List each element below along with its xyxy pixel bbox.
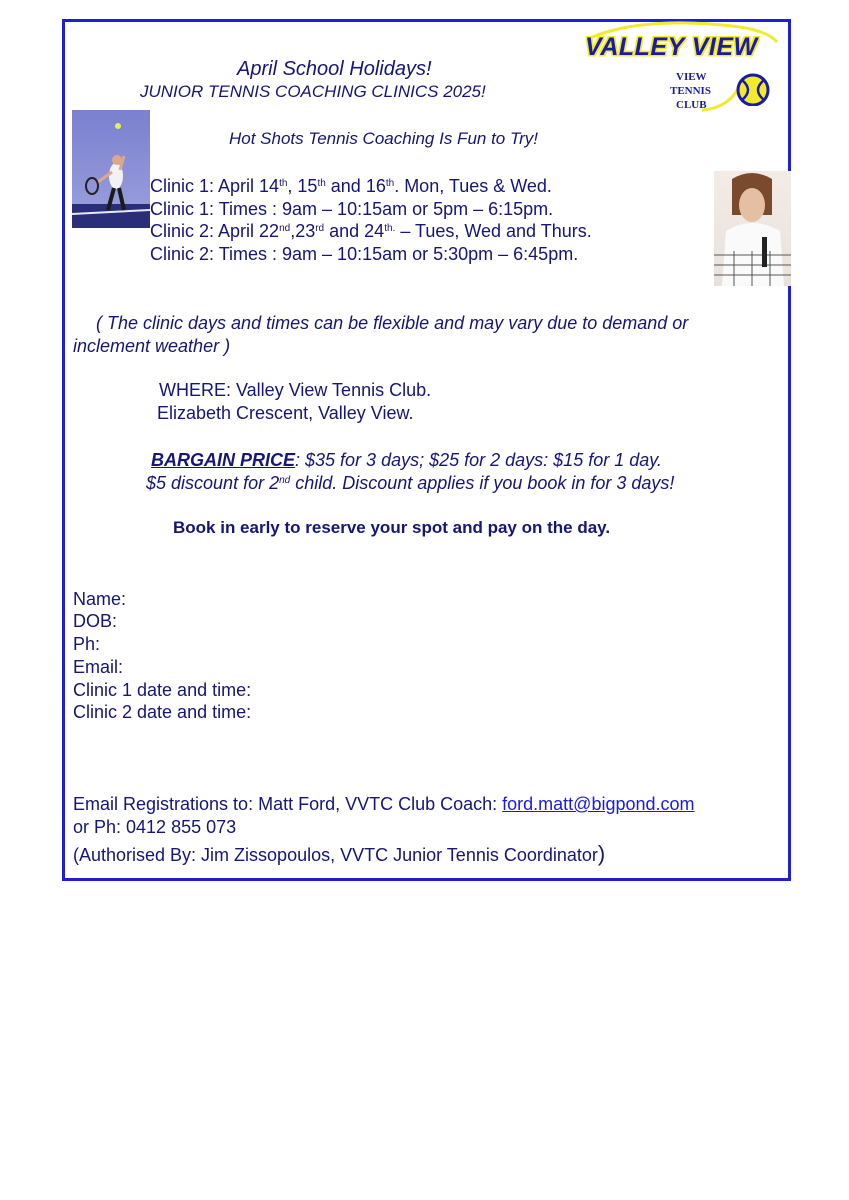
price-line-1: BARGAIN PRICE: $35 for 3 days; $25 for 2 days: $15 for 1 day. [151, 450, 662, 470]
form-phone-label[interactable]: Ph: [73, 634, 101, 654]
authorised-by: (Authorised By: Jim Zissopoulos, VVTC Junior Tennis Coordinator) [73, 841, 606, 866]
registration-contact: Email Registrations to: Matt Ford, VVTC Club Coach: ford.matt@bigpond.com [73, 794, 695, 814]
price-line-2: $5 discount for 2nd child. Discount applies if you book in for 3 days! [146, 473, 675, 493]
form-clinic-2-label[interactable]: Clinic 2 date and time: [73, 702, 252, 722]
form-name-label[interactable]: Name: [73, 589, 127, 609]
logo-view-text: VIEW [676, 71, 707, 83]
header-title: April School Holidays! [237, 58, 432, 80]
flexibility-note-line-2: inclement weather ) [73, 336, 231, 356]
clinic-1-times: Clinic 1: Times : 9am – 10:15am or 5pm – 6:15pm. [150, 199, 554, 219]
clinic-2-dates: Clinic 2: April 22nd,23rd and $24^{th.}$ – Tues, Wed and Thurs. [150, 221, 592, 241]
coach-email-link[interactable]: ford.matt@bigpond.com [502, 794, 695, 814]
location-line-2: Elizabeth Crescent, Valley View. [157, 403, 414, 423]
clinic-1-dates: Clinic 1: April 14th, 15th and 16th. Mon, Tues & Wed. [150, 176, 552, 196]
form-clinic-1-label[interactable]: Clinic 1 date and time: [73, 680, 252, 700]
tennis-ball-icon [734, 72, 774, 106]
logo-wordmark: VALLEY VIEW [585, 33, 758, 61]
bargain-price-label: BARGAIN PRICE [151, 450, 296, 470]
logo-tennis-text: TENNIS [670, 85, 711, 97]
form-dob-label[interactable]: DOB: [73, 611, 118, 631]
tennis-player-ready-photo [714, 171, 791, 286]
tennis-player-serving-photo [72, 110, 150, 228]
tagline: Hot Shots Tennis Coaching Is Fun to Try! [229, 129, 538, 148]
location-line-1: WHERE: Valley View Tennis Club. [159, 380, 432, 400]
contact-phone: or Ph: 0412 855 073 [73, 817, 237, 837]
header-subtitle: JUNIOR TENNIS COACHING CLINICS 2025! [140, 82, 486, 101]
booking-instruction: Book in early to reserve your spot and pay on the day. [173, 518, 611, 537]
logo-club-text: CLUB [676, 99, 707, 110]
form-email-label[interactable]: Email: [73, 657, 124, 677]
clinic-2-times: Clinic 2: Times : 9am – 10:15am or 5:30pm – 6:45pm. [150, 244, 579, 264]
flexibility-note-line-1: ( The clinic days and times can be flexible and may vary due to demand or [96, 313, 689, 333]
